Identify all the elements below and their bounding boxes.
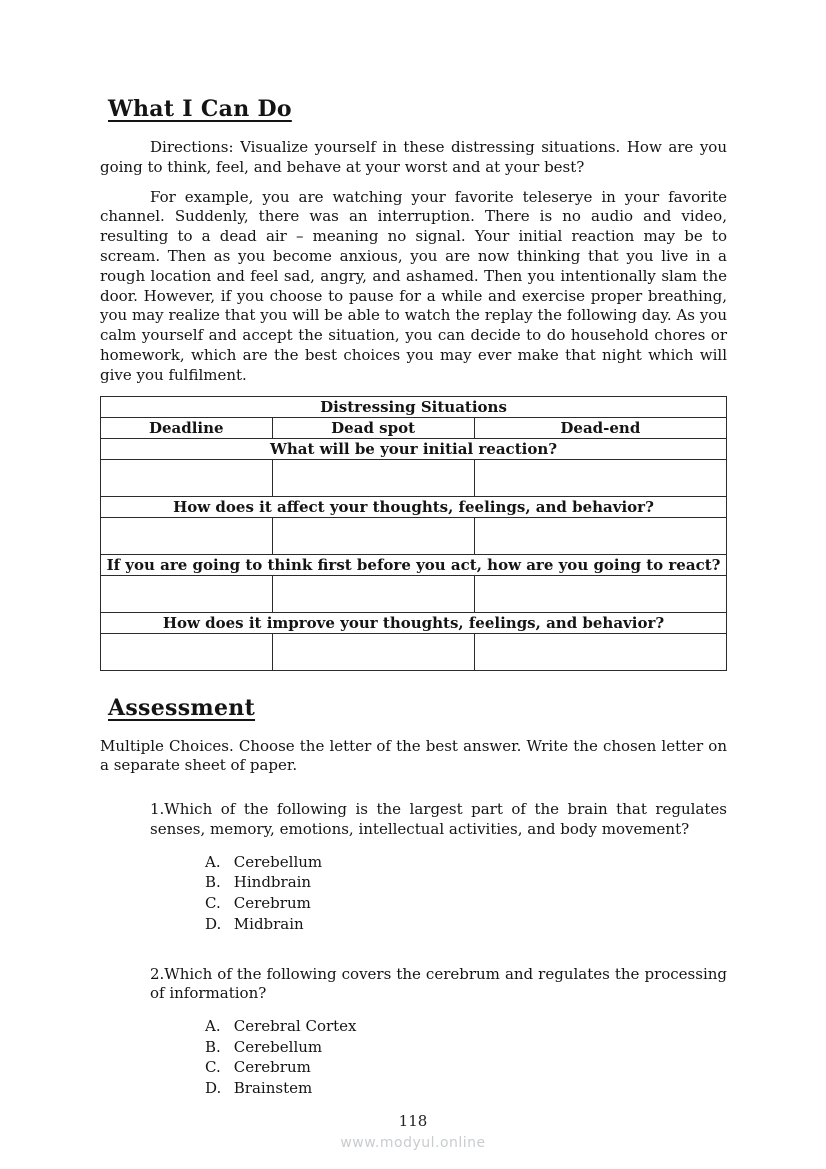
answer-cell-dead-spot [272, 459, 474, 496]
answer-cell-dead-end [474, 459, 726, 496]
choice-text: Cerebellum [233, 1037, 323, 1056]
answer-cell-dead-end [474, 517, 726, 554]
choice-letter: A. [205, 852, 221, 871]
answer-cell-deadline [101, 575, 273, 612]
assessment-title: Assessment [108, 694, 256, 721]
answer-cell-deadline [101, 459, 273, 496]
table-question-improve: How does it improve your thoughts, feelings, and behavior? [101, 612, 727, 633]
question-1-choice-a [205, 852, 727, 873]
choice-letter: A. [205, 1017, 221, 1036]
answer-cell-dead-spot [272, 633, 474, 670]
answer-row-4 [101, 633, 727, 670]
answer-row-3 [101, 575, 727, 612]
table-question-row-2 [101, 496, 727, 517]
table-question-think-first: If you are going to think first before you act, how are you going to react? [101, 554, 727, 575]
choice-letter: B. [205, 873, 221, 892]
page-number: 118 [398, 1112, 428, 1130]
page-footer [0, 1112, 826, 1151]
choice-text: Midbrain [233, 914, 304, 933]
question-1-choice-b [205, 872, 727, 893]
question-2-choice-d [205, 1078, 727, 1099]
question-2-choice-c [205, 1057, 727, 1078]
question-1-choices [205, 852, 727, 935]
choice-letter: C. [205, 1058, 221, 1077]
choice-text: Hindbrain [233, 873, 312, 892]
choice-text: Cerebrum [233, 1058, 311, 1077]
question-2 [150, 965, 727, 1099]
question-1 [150, 800, 727, 934]
what-i-can-do-title: What I Can Do [108, 96, 292, 122]
table-title: Distressing Situations [101, 396, 727, 417]
question-2-choice-a [205, 1016, 727, 1037]
table-question-row-1 [101, 438, 727, 459]
distressing-situations-table [100, 396, 727, 671]
answer-cell-dead-end [474, 575, 726, 612]
question-1-choice-c [205, 893, 727, 914]
answer-cell-dead-end [474, 633, 726, 670]
assessment-instructions: Multiple Choices. Choose the letter of the best answer. Write the chosen letter on a separate sheet of paper. [100, 736, 727, 775]
answer-row-2 [101, 517, 727, 554]
table-question-initial-reaction: What will be your initial reaction? [101, 438, 727, 459]
question-1-text: 1.Which of the following is the largest part of the brain that regulates senses, memory, emotions, intellectual activities, and body movement? [150, 800, 727, 838]
question-1-choice-d [205, 914, 727, 935]
example-paragraph: For example, you are watching your favorite teleserye in your favorite channel. Suddenly, there was an interruption. There is no audio and video, resulting to a dead air – meaning no signal. Your initial reaction may be to scream. Then as you become anxious, you are now thinking that you live in a rough location and feel sad, angry, and ashamed. Then you intentionally slam the door. However, if you choose to pause for a while and exercise proper breathing, you may realize that you will be able to watch the replay the following day. As you calm yourself and accept the situation, you can decide to do household chores or homework, which are the best choices you may ever make that night which will give you fulfilment. [100, 187, 727, 384]
choice-text: Cerebrum [233, 894, 311, 913]
choice-letter: B. [205, 1037, 221, 1056]
column-header-dead-spot: Dead spot [272, 417, 474, 438]
answer-cell-dead-spot [272, 517, 474, 554]
choice-letter: D. [205, 1079, 222, 1098]
table-question-affect: How does it affect your thoughts, feelings, and behavior? [101, 496, 727, 517]
question-2-choice-b [205, 1037, 727, 1058]
answer-cell-deadline [101, 633, 273, 670]
directions-paragraph: Directions: Visualize yourself in these distressing situations. How are you going to think, feel, and behave at your worst and at your best? [100, 138, 727, 176]
question-2-choices [205, 1016, 727, 1099]
watermark: www.modyul.online [340, 1135, 486, 1151]
choice-text: Brainstem [233, 1079, 313, 1098]
table-title-row [101, 396, 727, 417]
column-header-deadline: Deadline [101, 417, 273, 438]
choice-text: Cerebellum [233, 852, 323, 871]
column-header-dead-end: Dead-end [474, 417, 726, 438]
choice-letter: D. [205, 914, 222, 933]
choice-letter: C. [205, 894, 221, 913]
question-2-text: 2.Which of the following covers the cerebrum and regulates the processing of information? [150, 964, 727, 1003]
table-question-row-3 [101, 554, 727, 575]
table-header-row [101, 417, 727, 438]
answer-cell-dead-spot [272, 575, 474, 612]
answer-cell-deadline [101, 517, 273, 554]
choice-text: Cerebral Cortex [233, 1017, 357, 1036]
answer-row-1 [101, 459, 727, 496]
table-question-row-4 [101, 612, 727, 633]
